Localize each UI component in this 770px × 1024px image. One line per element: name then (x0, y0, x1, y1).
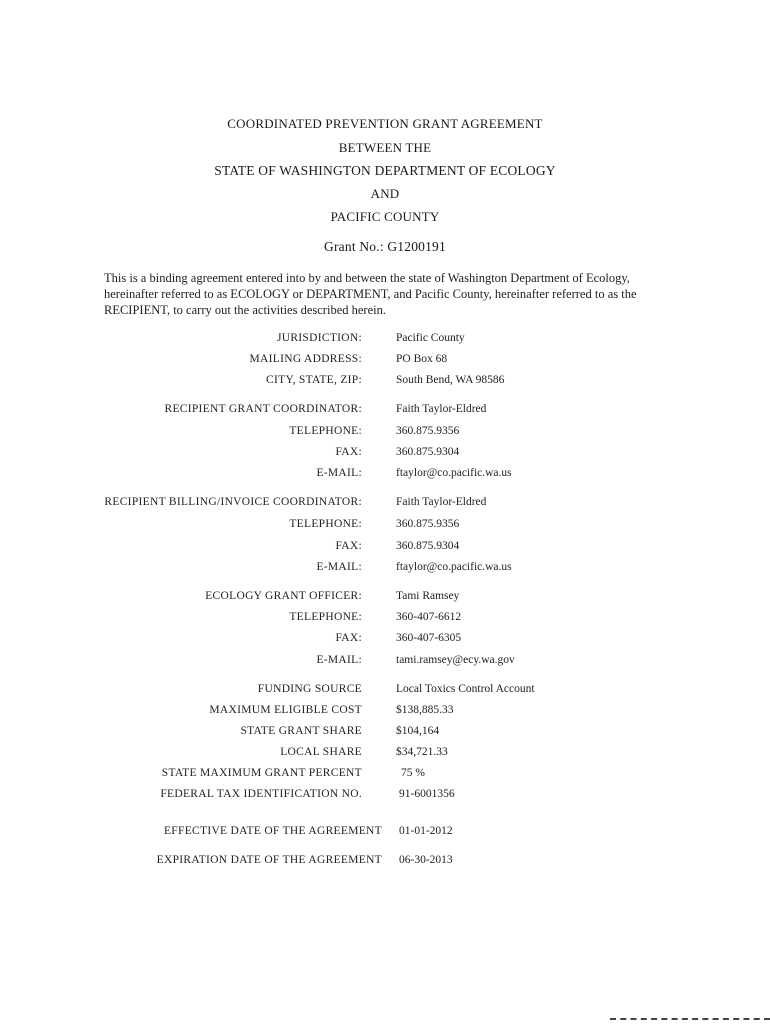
title-between: BETWEEN THE (338, 140, 432, 155)
field-label-city-state-zip: CITY, STATE, ZIP: (266, 374, 362, 386)
expiration-date-value: 06-30-2013 (399, 854, 453, 866)
field-label-max-grant-percent: STATE MAXIMUM GRANT PERCENT (161, 767, 362, 779)
field-value-max-grant-percent: 75 % (401, 767, 425, 779)
field-label-federal-tax-id: FEDERAL TAX IDENTIFICATION NO. (160, 788, 362, 800)
field-value-jurisdiction: Pacific County (396, 332, 465, 344)
field-value-officer-fax: 360-407-6305 (396, 632, 462, 644)
field-value-billing-coordinator: Faith Taylor-Eldred (396, 496, 487, 508)
field-label-billing-email: E-MAIL: (316, 561, 362, 573)
field-label-mailing-address: MAILING ADDRESS: (249, 353, 362, 365)
field-value-state-grant-share: $104,164 (396, 725, 440, 737)
field-value-coordinator-email: ftaylor@co.pacific.wa.us (396, 467, 512, 479)
field-value-billing-telephone: 360.875.9356 (396, 518, 460, 530)
field-label-grant-officer: ECOLOGY GRANT OFFICER: (205, 590, 362, 602)
title-agency: STATE OF WASHINGTON DEPARTMENT OF ECOLOGY (214, 163, 556, 178)
document-title: COORDINATED PREVENTION GRANT AGREEMENT (227, 116, 543, 131)
field-label-coordinator-email: E-MAIL: (316, 467, 362, 479)
field-value-officer-email: tami.ramsey@ecy.wa.gov (396, 654, 515, 666)
title-recipient: PACIFIC COUNTY (330, 209, 440, 224)
field-label-coordinator-telephone: TELEPHONE: (289, 425, 362, 437)
field-value-mailing-address: PO Box 68 (396, 353, 448, 365)
field-value-city-state-zip: South Bend, WA 98586 (396, 374, 505, 386)
field-label-coordinator-fax: FAX: (335, 446, 362, 458)
field-value-local-share: $34,721.33 (396, 746, 448, 758)
field-label-max-eligible-cost: MAXIMUM ELIGIBLE COST (209, 704, 362, 716)
expiration-date-label: EXPIRATION DATE OF THE AGREEMENT (156, 854, 382, 866)
field-label-state-grant-share: STATE GRANT SHARE (240, 725, 362, 737)
field-label-officer-fax: FAX: (335, 632, 362, 644)
effective-date-value: 01-01-2012 (399, 825, 453, 837)
field-value-max-eligible-cost: $138,885.33 (396, 704, 454, 716)
field-value-grant-coordinator: Faith Taylor-Eldred (396, 403, 487, 415)
scan-artifact (610, 1018, 770, 1022)
grant-number: Grant No.: G1200191 (324, 239, 446, 254)
field-label-billing-fax: FAX: (335, 540, 362, 552)
field-label-billing-telephone: TELEPHONE: (289, 518, 362, 530)
field-value-billing-fax: 360.875.9304 (396, 540, 460, 552)
field-value-federal-tax-id: 91-6001356 (399, 788, 455, 800)
field-value-funding-source: Local Toxics Control Account (396, 683, 535, 695)
field-label-local-share: LOCAL SHARE (280, 746, 362, 758)
title-and: AND (370, 186, 400, 201)
field-label-officer-telephone: TELEPHONE: (289, 611, 362, 623)
field-label-funding-source: FUNDING SOURCE (257, 683, 362, 695)
field-value-officer-telephone: 360-407-6612 (396, 611, 462, 623)
intro-paragraph: This is a binding agreement entered into by and between the state of Washington Department of Ecology, hereinafter referred to as ECOLOGY or DEPARTMENT, and Pacific County, hereinafter referred to as the RECIPIENT, to carry out the activities described herein. (104, 271, 637, 317)
field-label-jurisdiction: JURISDICTION: (276, 332, 362, 344)
effective-date-label: EFFECTIVE DATE OF THE AGREEMENT (163, 825, 382, 837)
field-value-coordinator-telephone: 360.875.9356 (396, 425, 460, 437)
field-label-officer-email: E-MAIL: (316, 654, 362, 666)
field-value-grant-officer: Tami Ramsey (396, 590, 460, 602)
field-value-coordinator-fax: 360.875.9304 (396, 446, 460, 458)
field-value-billing-email: ftaylor@co.pacific.wa.us (396, 561, 512, 573)
field-label-billing-coordinator: RECIPIENT BILLING/INVOICE COORDINATOR: (104, 496, 362, 508)
field-label-grant-coordinator: RECIPIENT GRANT COORDINATOR: (164, 403, 362, 415)
